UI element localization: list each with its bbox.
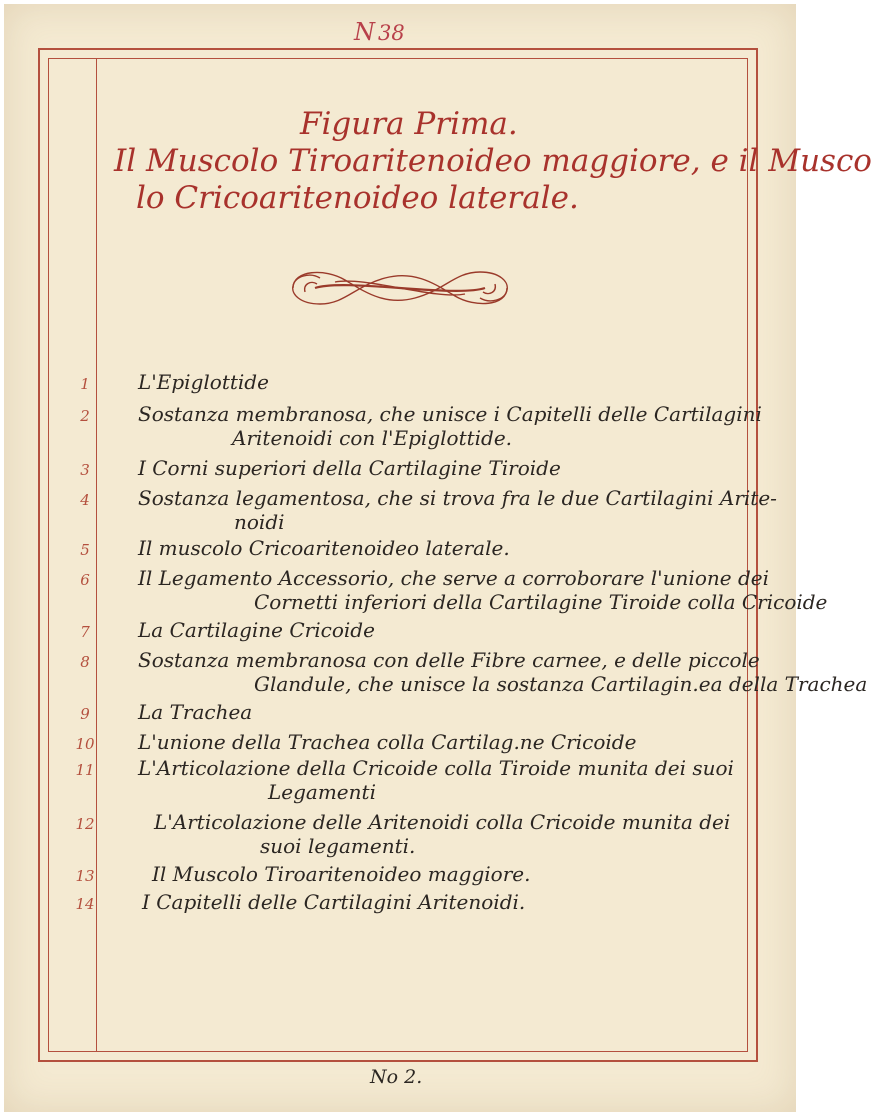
entry-text: Il muscolo Cricoaritenoideo laterale. [138, 536, 510, 560]
entry-number: 13 [75, 867, 95, 885]
entry-text: Sostanza membranosa con delle Fibre carnee, e delle piccole [138, 648, 760, 672]
entry-number: 10 [75, 735, 95, 753]
title-line-1: Figura Prima. [300, 106, 518, 142]
entry-text-continuation: suoi legamenti. [260, 834, 416, 858]
entry-number: 5 [80, 541, 90, 559]
entry-number: 8 [80, 653, 90, 671]
entry-text: I Corni superiori della Cartilagine Tiroide [138, 456, 561, 480]
entry-number: 9 [80, 705, 90, 723]
entry-text: Il Legamento Accessorio, che serve a corroborare l'unione dei [138, 566, 769, 590]
entry-text-continuation: Glandule, che unisce la sostanza Cartilagin.ea della Trachea [254, 672, 868, 696]
entry-text: L'Articolazione delle Aritenoidi colla Cricoide munita dei [154, 810, 731, 834]
title-line-3: lo Cricoaritenoideo laterale. [136, 180, 579, 216]
entry-text: I Capitelli delle Cartilagini Aritenoidi. [142, 890, 526, 914]
entry-number: 11 [75, 761, 95, 779]
entry-number: 6 [80, 571, 90, 589]
entry-number: 12 [75, 815, 95, 833]
entry-number: 14 [75, 895, 95, 913]
entry-text-continuation: Cornetti inferiori della Cartilagine Tiroide colla Cricoide [254, 590, 828, 614]
entry-text: L'unione della Trachea colla Cartilag.ne Cricoide [138, 730, 637, 754]
entry-number: 7 [80, 623, 90, 641]
entry-text: L'Epiglottide [138, 370, 269, 394]
plate-reference: No 2. [370, 1066, 423, 1088]
entry-text: La Trachea [138, 700, 253, 724]
entry-number: 2 [80, 407, 90, 425]
entry-number: 1 [80, 375, 90, 393]
title-line-2: Il Muscolo Tiroaritenoideo maggiore, e il Musco [114, 143, 872, 179]
entry-number: 4 [80, 491, 90, 509]
entry-text: La Cartilagine Cricoide [138, 618, 375, 642]
reference-number-prefix: N [354, 18, 374, 46]
entry-text: L'Articolazione della Cricoide colla Tiroide munita dei suoi [138, 756, 734, 780]
entry-text-continuation: Legamenti [268, 780, 376, 804]
entry-text: Il Muscolo Tiroaritenoideo maggiore. [152, 862, 531, 886]
entry-text: Sostanza legamentosa, che si trova fra le due Cartilagini Arite- [138, 486, 777, 510]
entry-number: 3 [80, 461, 90, 479]
entry-text-continuation: noidi [234, 510, 285, 534]
entry-text-continuation: Aritenoidi con l'Epiglottide. [232, 426, 513, 450]
reference-number-value: 38 [378, 21, 405, 45]
title-block [100, 106, 872, 217]
reference-number [354, 18, 474, 52]
calligraphic-flourish-ornament [285, 258, 515, 318]
entry-text: Sostanza membranosa, che unisce i Capitelli delle Cartilagini [138, 402, 762, 426]
